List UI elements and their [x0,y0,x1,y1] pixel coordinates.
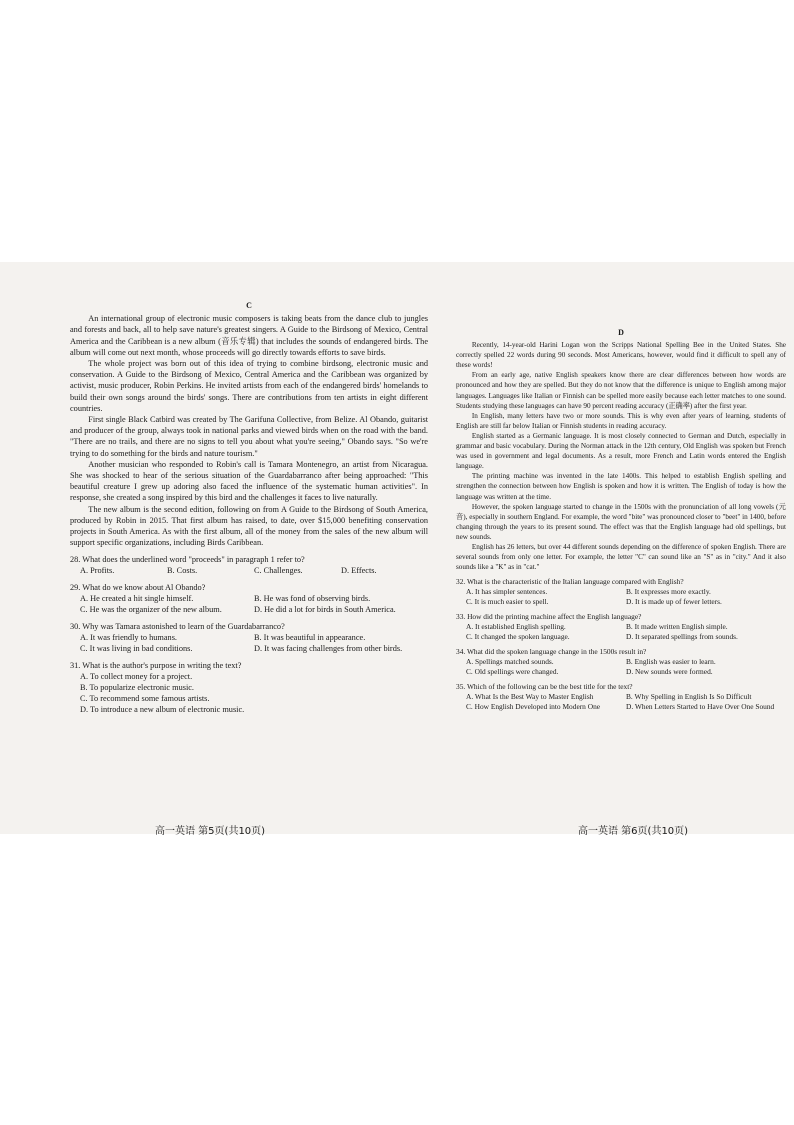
option-b: B. It expresses more exactly. [626,587,711,597]
question-stem: 34. What did the spoken language change in the 1500s result in? [456,647,647,657]
question-options [70,593,428,615]
question-stem: 30. Why was Tamara astonished to learn of the Guardabarranco? [70,622,285,632]
question-options [456,587,786,607]
option-c: C. It changed the spoken language. [466,632,570,642]
option-a: A. He created a hit single himself. [80,594,194,604]
passage-paragraph: The whole project was born out of this idea of trying to combine birdsong, electronic music and conservation. A Guide to the Birdsong of Mexico, Central America and the Caribbean was organized by activist, music producer, Robin Perkins. He invited artists from each of the endangered birds' homelands to build their own songs around the birds' songs. There are contributions from ten artists in eight different countries. [70,359,428,413]
page-footer-right: 高一英语 第6页(共10页) [578,826,689,837]
question-stem: 35. Which of the following can be the best title for the text? [456,682,633,692]
option-c: C. To recommend some famous artists. [80,694,210,704]
passage-paragraph: From an early age, native English speakers know there are clear differences between how words are pronounced and how they are spelled. But they do not know that the difference is unique to English among major languages. Languages like Italian or Finnish can be spelled more easily because each letter matches to one sound. Students studying these languages can have 90 percent reading accuracy (正确率) after the first year. [456,371,786,410]
option-d: D. It was facing challenges from other birds. [254,644,403,654]
question-33 [456,612,786,642]
option-a: A. To collect money for a project. [80,672,193,682]
question-34 [456,647,786,677]
option-d: D. To introduce a new album of electronic music. [80,705,245,715]
option-b: B. Costs. [167,566,198,576]
option-c: C. Old spellings were changed. [466,667,559,677]
question-stem: 32. What is the characteristic of the Italian language compared with English? [456,577,684,587]
question-options [456,657,786,677]
question-28 [70,554,428,576]
option-b: B. English was easier to learn. [626,657,716,667]
option-b: B. Why Spelling in English Is So Difficult [626,692,752,702]
option-b: B. It was beautiful in appearance. [254,633,366,643]
option-a: A. What Is the Best Way to Master English [466,692,594,702]
passage-paragraph: An international group of electronic music composers is taking beats from the dance club to jungles and forests and back, all to help save nature's greatest singers. A Guide to the Birdsong of Mexico, Central America and the Caribbean is a new album (音乐专辑) that includes the sounds of endangered birds. The album will come out next month, whose proceeds will go directly towards efforts to save birds. [70,314,428,357]
option-c: C. Challenges. [254,566,303,576]
question-stem: 29. What do we know about Al Obando? [70,583,206,593]
option-a: A. Spellings matched sounds. [466,657,554,667]
option-c: C. He was the organizer of the new album. [80,605,222,615]
option-c: C. It is much easier to spell. [466,597,549,607]
question-30 [70,621,428,654]
question-stem: 33. How did the printing machine affect the English language? [456,612,642,622]
passage-d-paragraphs [456,340,786,572]
option-c: C. How English Developed into Modern One [466,702,601,712]
passage-paragraph: Recently, 14-year-old Harini Logan won the Scripps National Spelling Bee in the United States. She correctly spelled 22 words during 90 seconds. Most Americans, however, would find it difficult to spell any of these words! [456,341,786,370]
passage-paragraph: The printing machine was invented in the late 1400s. This helped to establish English spelling and strengthen the connection between how English is spoken and how it is written. The English of today is how the language was written at the time. [456,472,786,501]
option-a: A. It was friendly to humans. [80,633,178,643]
option-b: B. He was fond of observing birds. [254,594,371,604]
question-options [70,565,428,576]
option-c: C. It was living in bad conditions. [80,644,193,654]
question-stem: 31. What is the author's purpose in writing the text? [70,661,242,671]
option-b: B. To popularize electronic music. [80,683,195,693]
section-title-d: D [618,328,624,337]
passage-paragraph: In English, many letters have two or more sounds. This is why even after years of learning, students of English are still far below Italian or Finnish students in reading accuracy. [456,411,786,430]
passage-paragraph: English started as a Germanic language. It is most closely connected to German and Dutch, especially in grammar and basic vocabulary. During the Norman attack in the 12th century, Old English was spoken but French was used in government and legal documents. As a result, more French and Latin words entered the English language. [456,431,786,471]
passage-paragraph: First single Black Catbird was created by The Garifuna Collective, from Belize. Al Obando, guitarist and producer of the group, always took in national parks and viewed birds when on the road with the band. "There are no trails, and there are no signs to tell you about what you're seeing," Obando says. "So we're trying to do something for the birds and nature tourism." [70,415,428,458]
passage-paragraph: However, the spoken language started to change in the 1500s with the pronunciation of all long vowels (元音), especially in southern England. For example, the word "bite" was pronounced closer to "beet" in 1400, before changing through the years to its present sound. The effect was that the English language had old spellings, but new sounds. [456,502,786,541]
option-d: D. He did a lot for birds in South America. [254,605,396,615]
question-32 [456,577,786,607]
question-35 [456,682,786,712]
option-d: D. Effects. [341,566,377,576]
option-a: A. It established English spelling. [466,622,566,632]
question-options [456,622,786,642]
question-29 [70,582,428,615]
option-d: D. It is made up of fewer letters. [626,597,722,607]
passage-c-paragraphs [70,313,428,548]
question-31 [70,660,428,715]
question-options [70,671,428,715]
passage-paragraph: English has 26 letters, but over 44 different sounds depending on the difference of spoken English. There are several sounds from only one letter. For example, the letter "C" can sound like an "S" as in "city." And it also sounds like a "K" as in "cat." [456,542,786,572]
option-d: D. It separated spellings from sounds. [626,632,738,642]
page-footer-left: 高一英语 第5页(共10页) [155,826,266,837]
question-options [70,632,428,654]
passage-d-column [456,300,786,712]
option-b: B. It made written English simple. [626,622,728,632]
option-a: A. Profits. [80,566,115,576]
section-title-c: C [246,301,252,310]
passage-c-column [70,300,428,715]
option-d: D. New sounds were formed. [626,667,713,677]
option-d: D. When Letters Started to Have Over One Sound [626,702,775,712]
passage-paragraph: The new album is the second edition, following on from A Guide to the Birdsong of South America, produced by Robin in 2015. That first album has raised, to date, over $15,000 benefiting conservation projects in South America. As with the first album, all of the money from the sales of the new album will support specific organizations, including Birds Caribbean. [70,504,428,548]
option-a: A. It has simpler sentences. [466,587,548,597]
question-options [456,692,786,712]
question-stem: 28. What does the underlined word "proceeds" in paragraph 1 refer to? [70,555,305,565]
passage-paragraph: Another musician who responded to Robin's call is Tamara Montenegro, an artist from Nicaragua. She was shocked to hear of the serious situation of the Guardabarranco after being approached: "This beautiful creature I grew up adoring also faced the influence of the systematic human activities". In response, she created a song inspired by this bird and the challenges it faces to live naturally. [70,459,428,503]
